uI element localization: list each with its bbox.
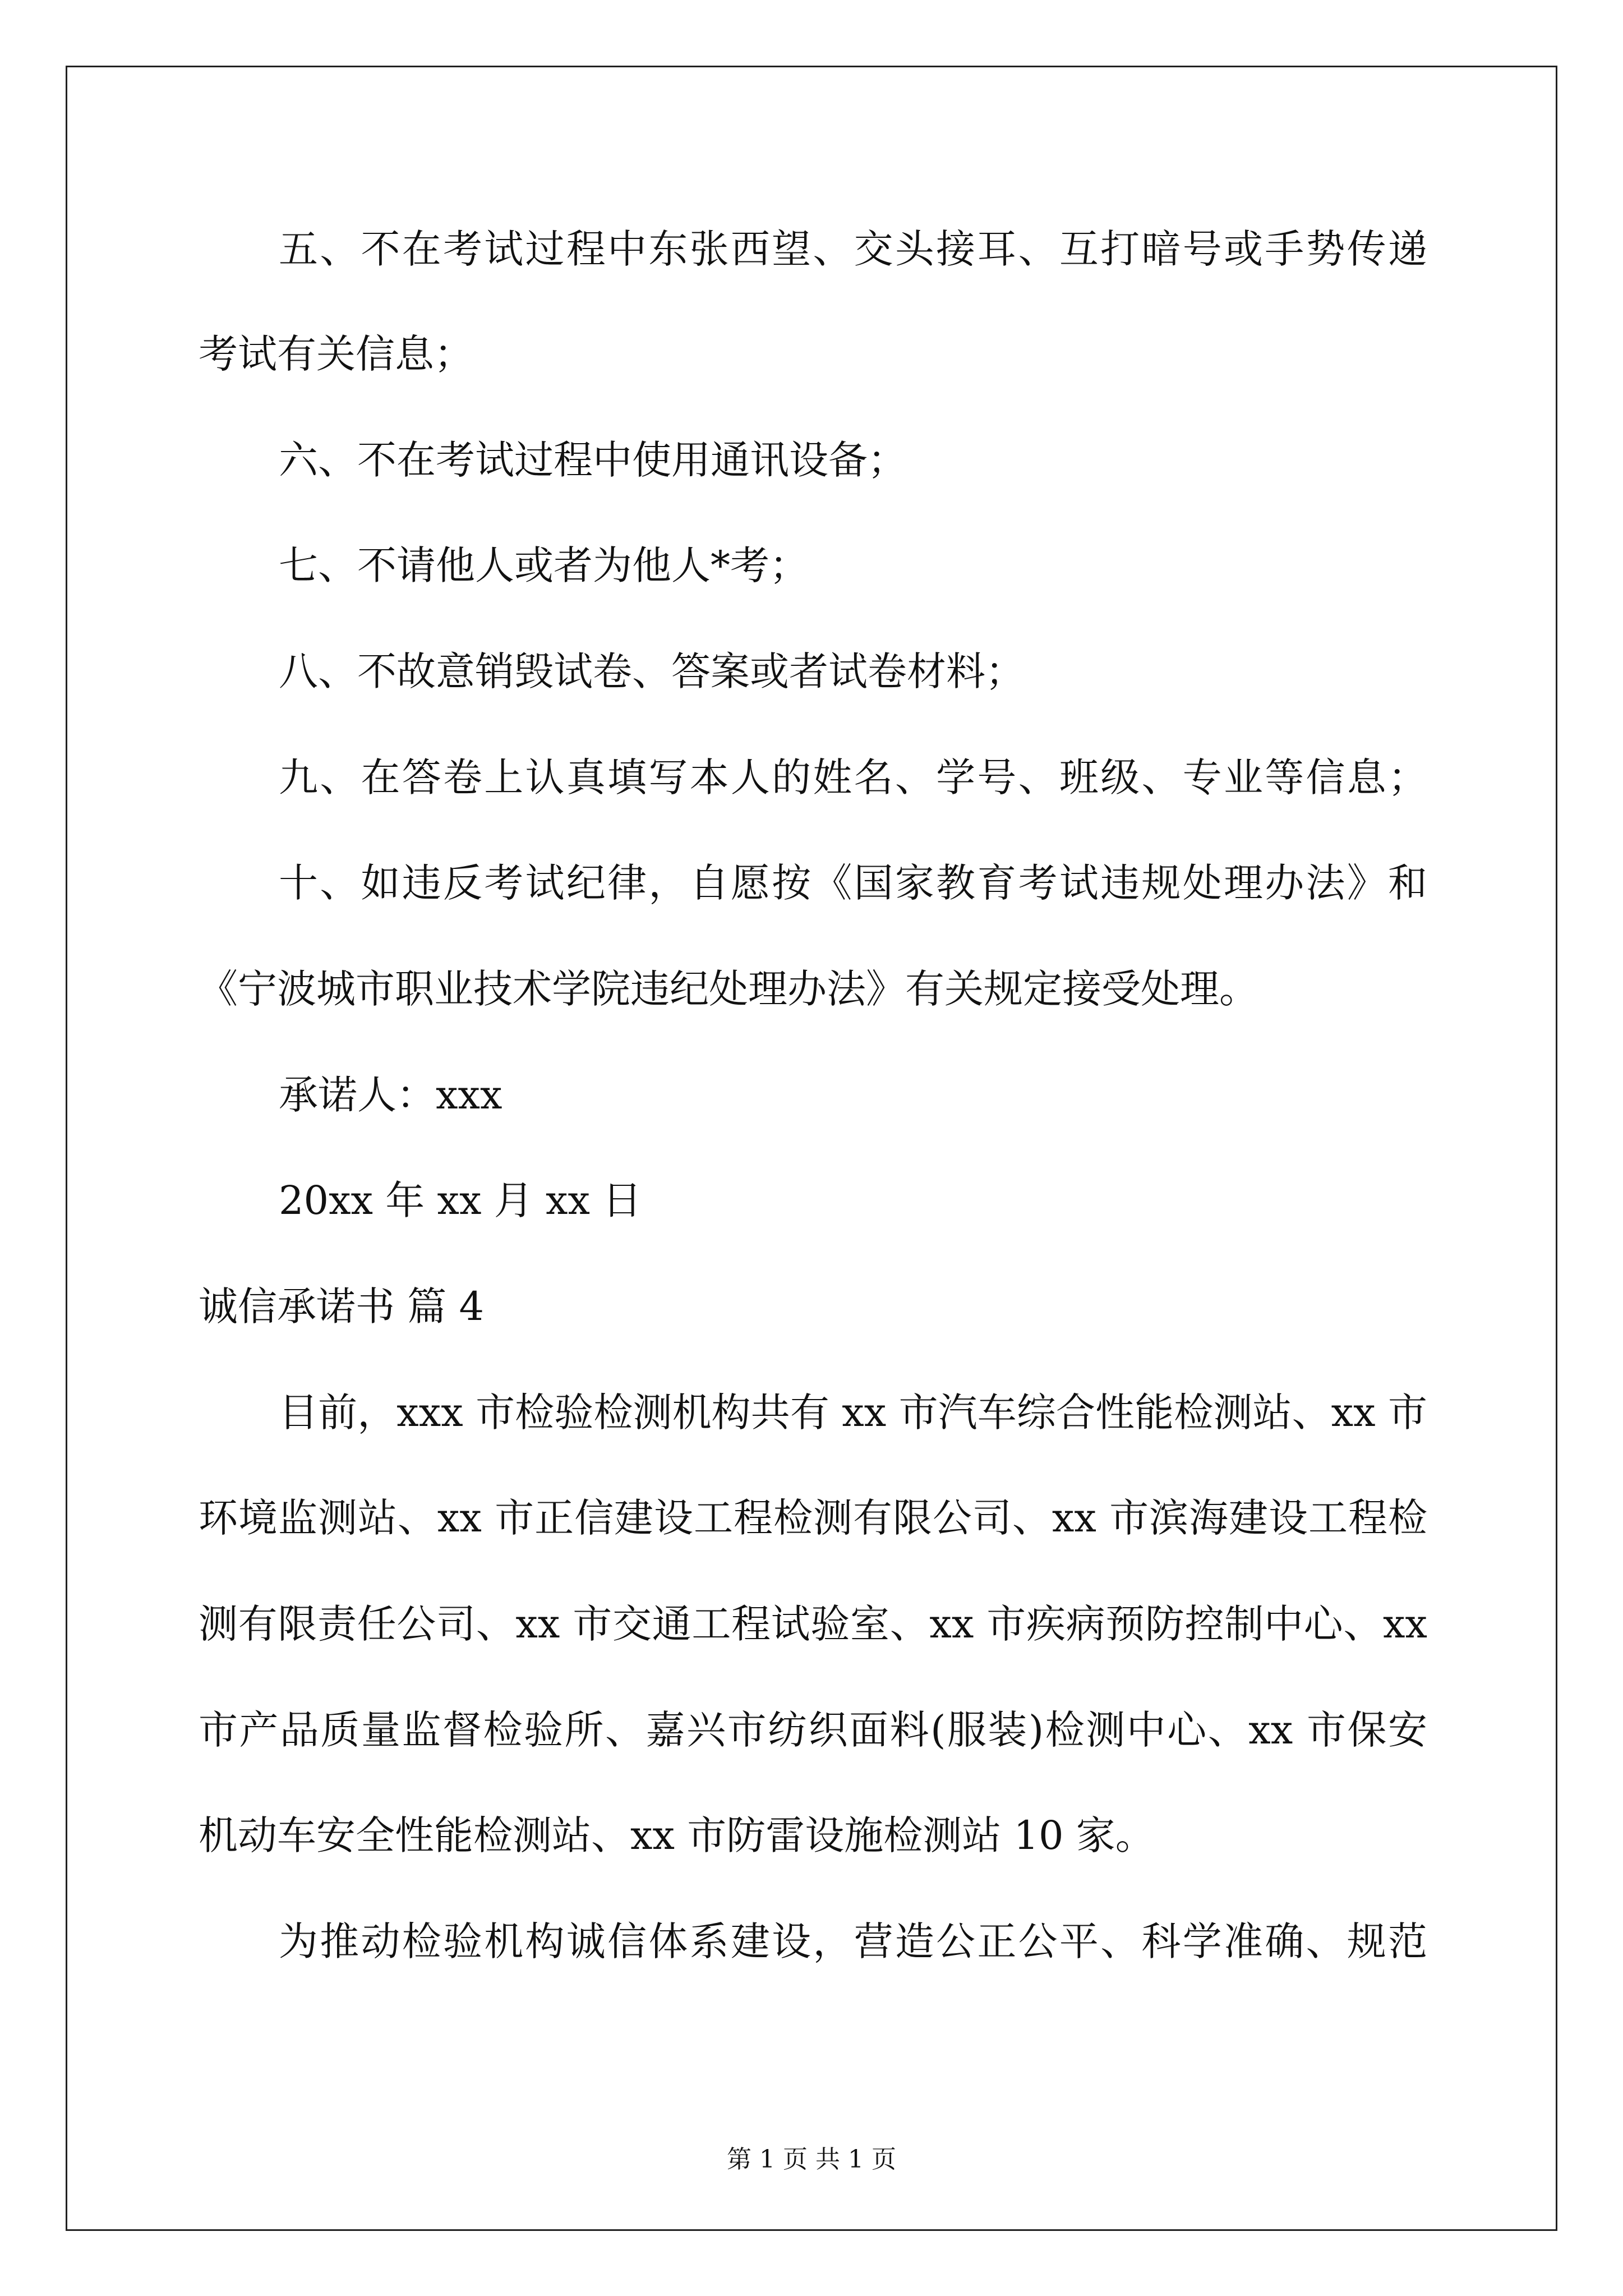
text-line: 《宁波城市职业技术学院违纪处理办法》有关规定接受处理。 (199, 966, 1258, 1012)
page-footer: 第 1 页 共 1 页 (727, 2145, 896, 2174)
text-line: 目前，xxx 市检验检测机构共有 xx 市汽车综合性能检测站、xx 市 (279, 1389, 1427, 1435)
text-line: 六、不在考试过程中使用通讯设备； (279, 437, 907, 483)
text-line: 考试有关信息； (199, 331, 473, 377)
section-heading: 诚信承诺书 篇 4 (199, 1283, 485, 1329)
text-line: 五、不在考试过程中东张西望、交头接耳、互打暗号或手势传递 (279, 226, 1427, 272)
text-line: 环境监测站、xx 市正信建设工程检测有限公司、xx 市滨海建设工程检 (199, 1495, 1427, 1541)
date-line: 20xx 年 xx 月 xx 日 (279, 1177, 642, 1223)
text-line: 九、在答卷上认真填写本人的姓名、学号、班级、专业等信息； (279, 754, 1427, 800)
signature-line: 承诺人：xxx (279, 1072, 502, 1118)
text-line: 测有限责任公司、xx 市交通工程试验室、xx 市疾病预防控制中心、xx (199, 1601, 1427, 1647)
text-line: 为推动检验机构诚信体系建设，营造公正公平、科学准确、规范 (279, 1918, 1427, 1964)
text-line: 十、如违反考试纪律，自愿按《国家教育考试违规处理办法》和 (279, 860, 1427, 906)
text-line: 市产品质量监督检验所、嘉兴市纺织面料(服装)检测中心、xx 市保安 (199, 1707, 1427, 1753)
text-line: 七、不请他人或者为他人*考； (279, 542, 809, 588)
text-line: 八、不故意销毁试卷、答案或者试卷材料； (279, 648, 1025, 694)
page-frame (66, 66, 1557, 2231)
text-line: 机动车安全性能检测站、xx 市防雷设施检测站 10 家。 (199, 1812, 1155, 1858)
